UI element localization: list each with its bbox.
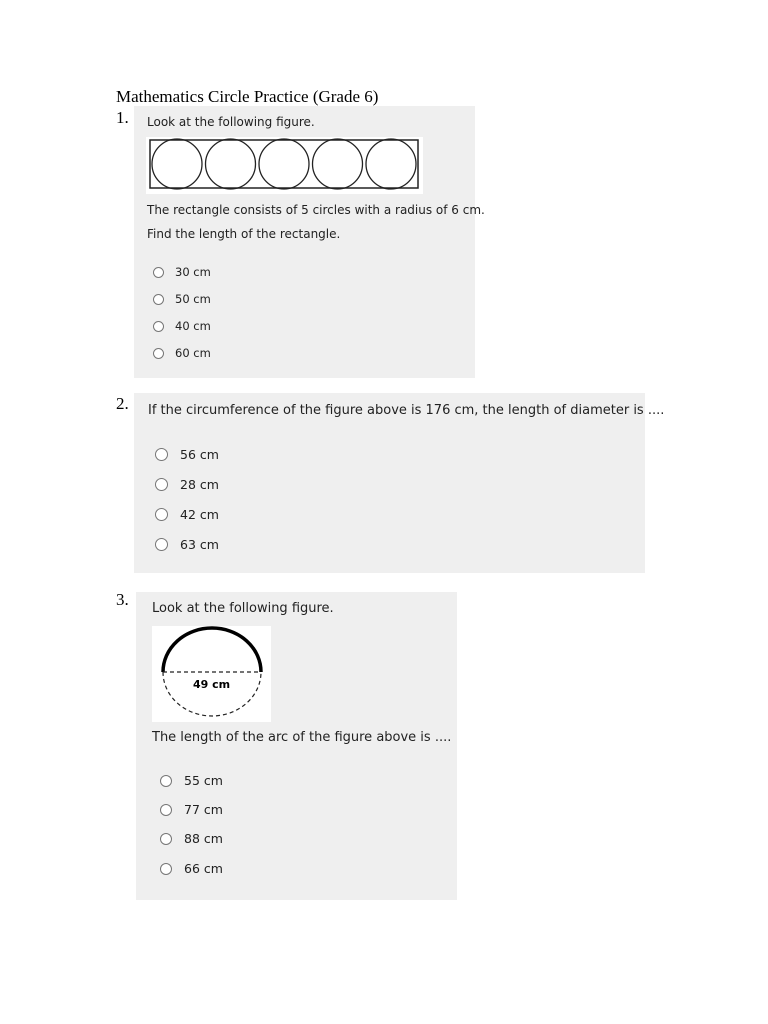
question-1-option-1[interactable] [153, 265, 211, 279]
option-label: 50 cm [175, 292, 211, 306]
radio-button[interactable] [155, 508, 168, 521]
question-1-option-2[interactable] [153, 292, 211, 306]
option-label: 42 cm [180, 507, 219, 522]
radio-button[interactable] [153, 267, 164, 278]
radio-button[interactable] [153, 294, 164, 305]
question-3-option-4[interactable] [160, 861, 223, 876]
radio-button[interactable] [153, 321, 164, 332]
option-label: 77 cm [184, 802, 223, 817]
semicircle-arc-figure [152, 626, 271, 722]
question-1-number: 1. [116, 108, 129, 127]
question-3-option-1[interactable] [160, 773, 223, 788]
question-1-card [134, 106, 485, 378]
question-3-option-2[interactable] [160, 802, 223, 817]
option-label: 88 cm [184, 831, 223, 846]
question-3-text-line-1: The length of the arc of the figure above is .... [152, 730, 452, 745]
question-2-option-2[interactable] [155, 477, 219, 492]
figure-measurement-label: 49 cm [192, 678, 231, 691]
question-3-card [136, 592, 457, 900]
question-1-intro: Look at the following figure. [147, 115, 315, 129]
radio-button[interactable] [160, 804, 172, 816]
question-1-option-3[interactable] [153, 319, 211, 333]
question-2-number: 2. [116, 394, 129, 413]
option-label: 66 cm [184, 861, 223, 876]
option-label: 63 cm [180, 537, 219, 552]
option-label: 40 cm [175, 319, 211, 333]
radio-button[interactable] [155, 448, 168, 461]
question-3-number: 3. [116, 590, 129, 609]
five-circles-in-rectangle-figure [146, 137, 423, 194]
radio-button[interactable] [160, 775, 172, 787]
question-2-option-3[interactable] [155, 507, 219, 522]
radio-button[interactable] [160, 833, 172, 845]
option-label: 55 cm [184, 773, 223, 788]
radio-button[interactable] [153, 348, 164, 359]
question-3-option-3[interactable] [160, 831, 223, 846]
question-1-option-4[interactable] [153, 346, 211, 360]
question-2-card [134, 393, 665, 573]
question-2-option-4[interactable] [155, 537, 219, 552]
radio-button[interactable] [160, 863, 172, 875]
question-1-text-line-2: Find the length of the rectangle. [147, 227, 341, 241]
question-1-text-line-1: The rectangle consists of 5 circles with a radius of 6 cm. [147, 203, 485, 217]
option-label: 60 cm [175, 346, 211, 360]
question-2-text-line-1: If the circumference of the figure above is 176 cm, the length of diameter is .... [148, 403, 665, 418]
option-label: 56 cm [180, 447, 219, 462]
question-2-option-1[interactable] [155, 447, 219, 462]
question-3-intro: Look at the following figure. [152, 601, 334, 616]
option-label: 30 cm [175, 265, 211, 279]
radio-button[interactable] [155, 478, 168, 491]
document-title: Mathematics Circle Practice (Grade 6) [116, 87, 379, 106]
option-label: 28 cm [180, 477, 219, 492]
radio-button[interactable] [155, 538, 168, 551]
